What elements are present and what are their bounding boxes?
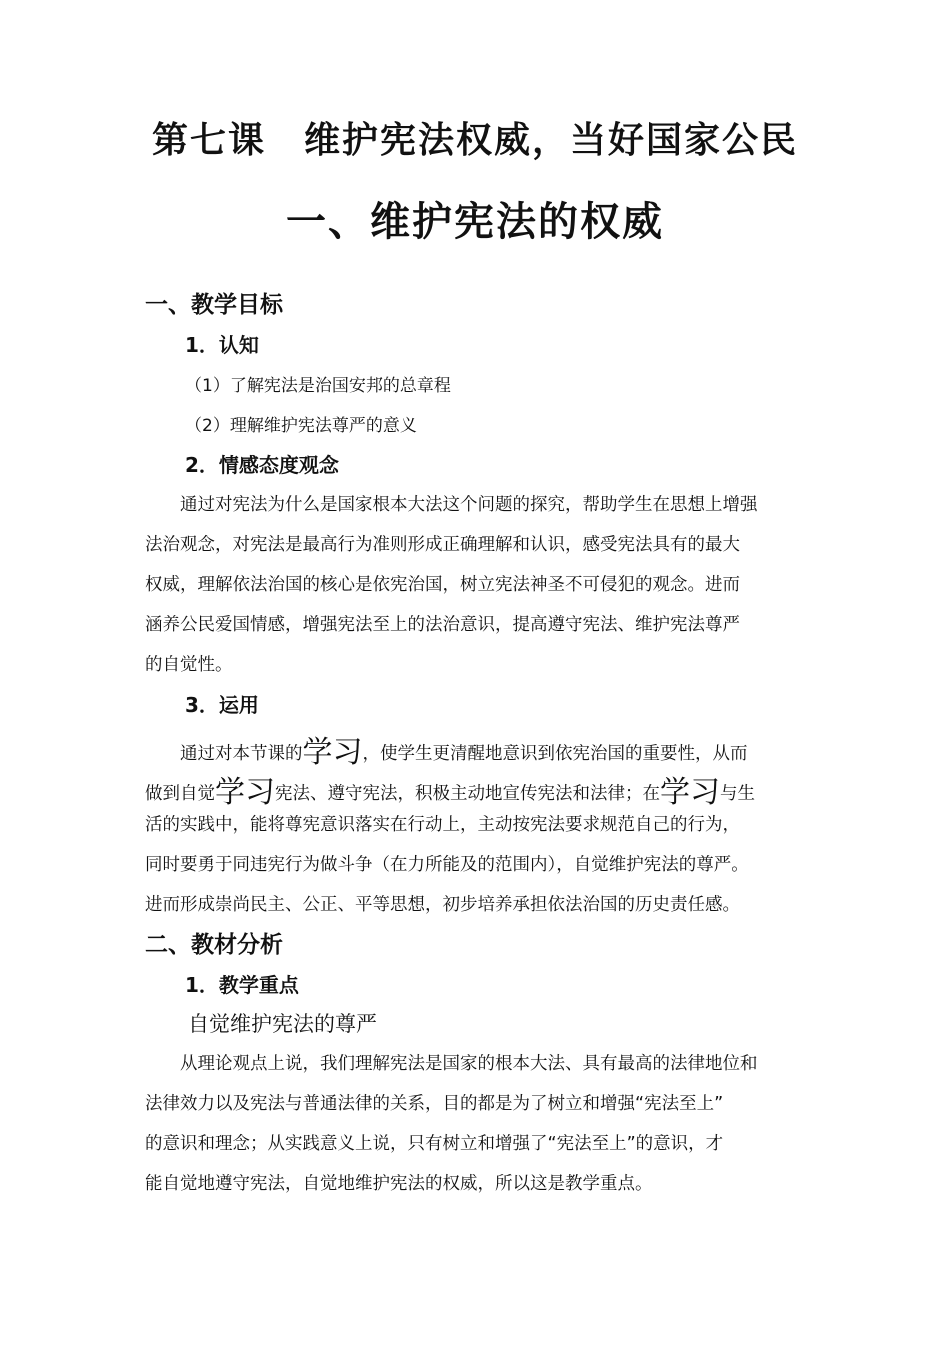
application-line-2-c: 与生 [720,784,755,804]
heading-emotion: 2．情感态度观念 [185,453,339,477]
emotion-line-5: 的自觉性。 [145,655,233,675]
heading-teaching-goals: 一、教学目标 [145,292,283,318]
emotion-line-2: 法治观念，对宪法是最高行为准则形成正确理解和认识，感受宪法具有的最大 [145,535,740,555]
analysis-line-1: 从理论观点上说，我们理解宪法是国家的根本大法、具有最高的法律地位和 [180,1054,758,1074]
application-line-1-a: 通过对本节课的 [180,744,303,764]
key-point-text: 自觉维护宪法的尊严 [188,1012,377,1036]
application-line-1-b: ，使学生更清醒地意识到依宪治国的重要性，从而 [362,744,748,764]
emotion-line-1: 通过对宪法为什么是国家根本大法这个问题的探究，帮助学生在思想上增强 [180,495,758,515]
analysis-line-4: 能自觉地遵守宪法，自觉地维护宪法的权威，所以这是教学重点。 [145,1174,653,1194]
heading-key-point: 1．教学重点 [185,973,299,997]
emotion-line-4: 涵养公民爱国情感，增强宪法至上的法治意识，提高遵守宪法、维护宪法尊严 [145,615,740,635]
heading-application: 3．运用 [185,693,259,717]
application-line-2-big2: 学习 [660,775,720,810]
application-line-2-a: 做到自觉 [145,784,215,804]
lesson-title: 第七课 维护宪法权威，当好国家公民 [151,119,798,161]
analysis-line-3: 的意识和理念；从实践意义上说，只有树立和增强了“宪法至上”的意识，才 [145,1134,724,1154]
application-line-2 [145,767,810,811]
section-title: 一、维护宪法的权威 [286,198,664,245]
application-line-4: 同时要勇于同违宪行为做斗争（在力所能及的范围内），自觉维护宪法的尊严。 [145,855,749,875]
cognition-item-1: （1）了解宪法是治国安邦的总章程 [185,376,451,396]
application-line-1 [180,727,810,771]
application-line-2-big1: 学习 [215,775,275,810]
application-line-3: 活的实践中，能将尊宪意识落实在行动上，主动按宪法要求规范自己的行为， [145,815,740,835]
heading-cognition: 1．认知 [185,333,259,357]
heading-textbook-analysis: 二、教材分析 [145,932,283,958]
application-line-2-b: 宪法、遵守宪法，积极主动地宣传宪法和法律；在 [275,784,660,804]
application-line-5: 进而形成崇尚民主、公正、平等思想，初步培养承担依法治国的历史责任感。 [145,895,740,915]
emotion-line-3: 权威，理解依法治国的核心是依宪治国，树立宪法神圣不可侵犯的观念。进而 [145,575,740,595]
analysis-line-2: 法律效力以及宪法与普通法律的关系，目的都是为了树立和增强“宪法至上” [145,1094,724,1114]
cognition-item-2: （2）理解维护宪法尊严的意义 [185,416,417,436]
application-line-1-big: 学习 [302,735,363,770]
